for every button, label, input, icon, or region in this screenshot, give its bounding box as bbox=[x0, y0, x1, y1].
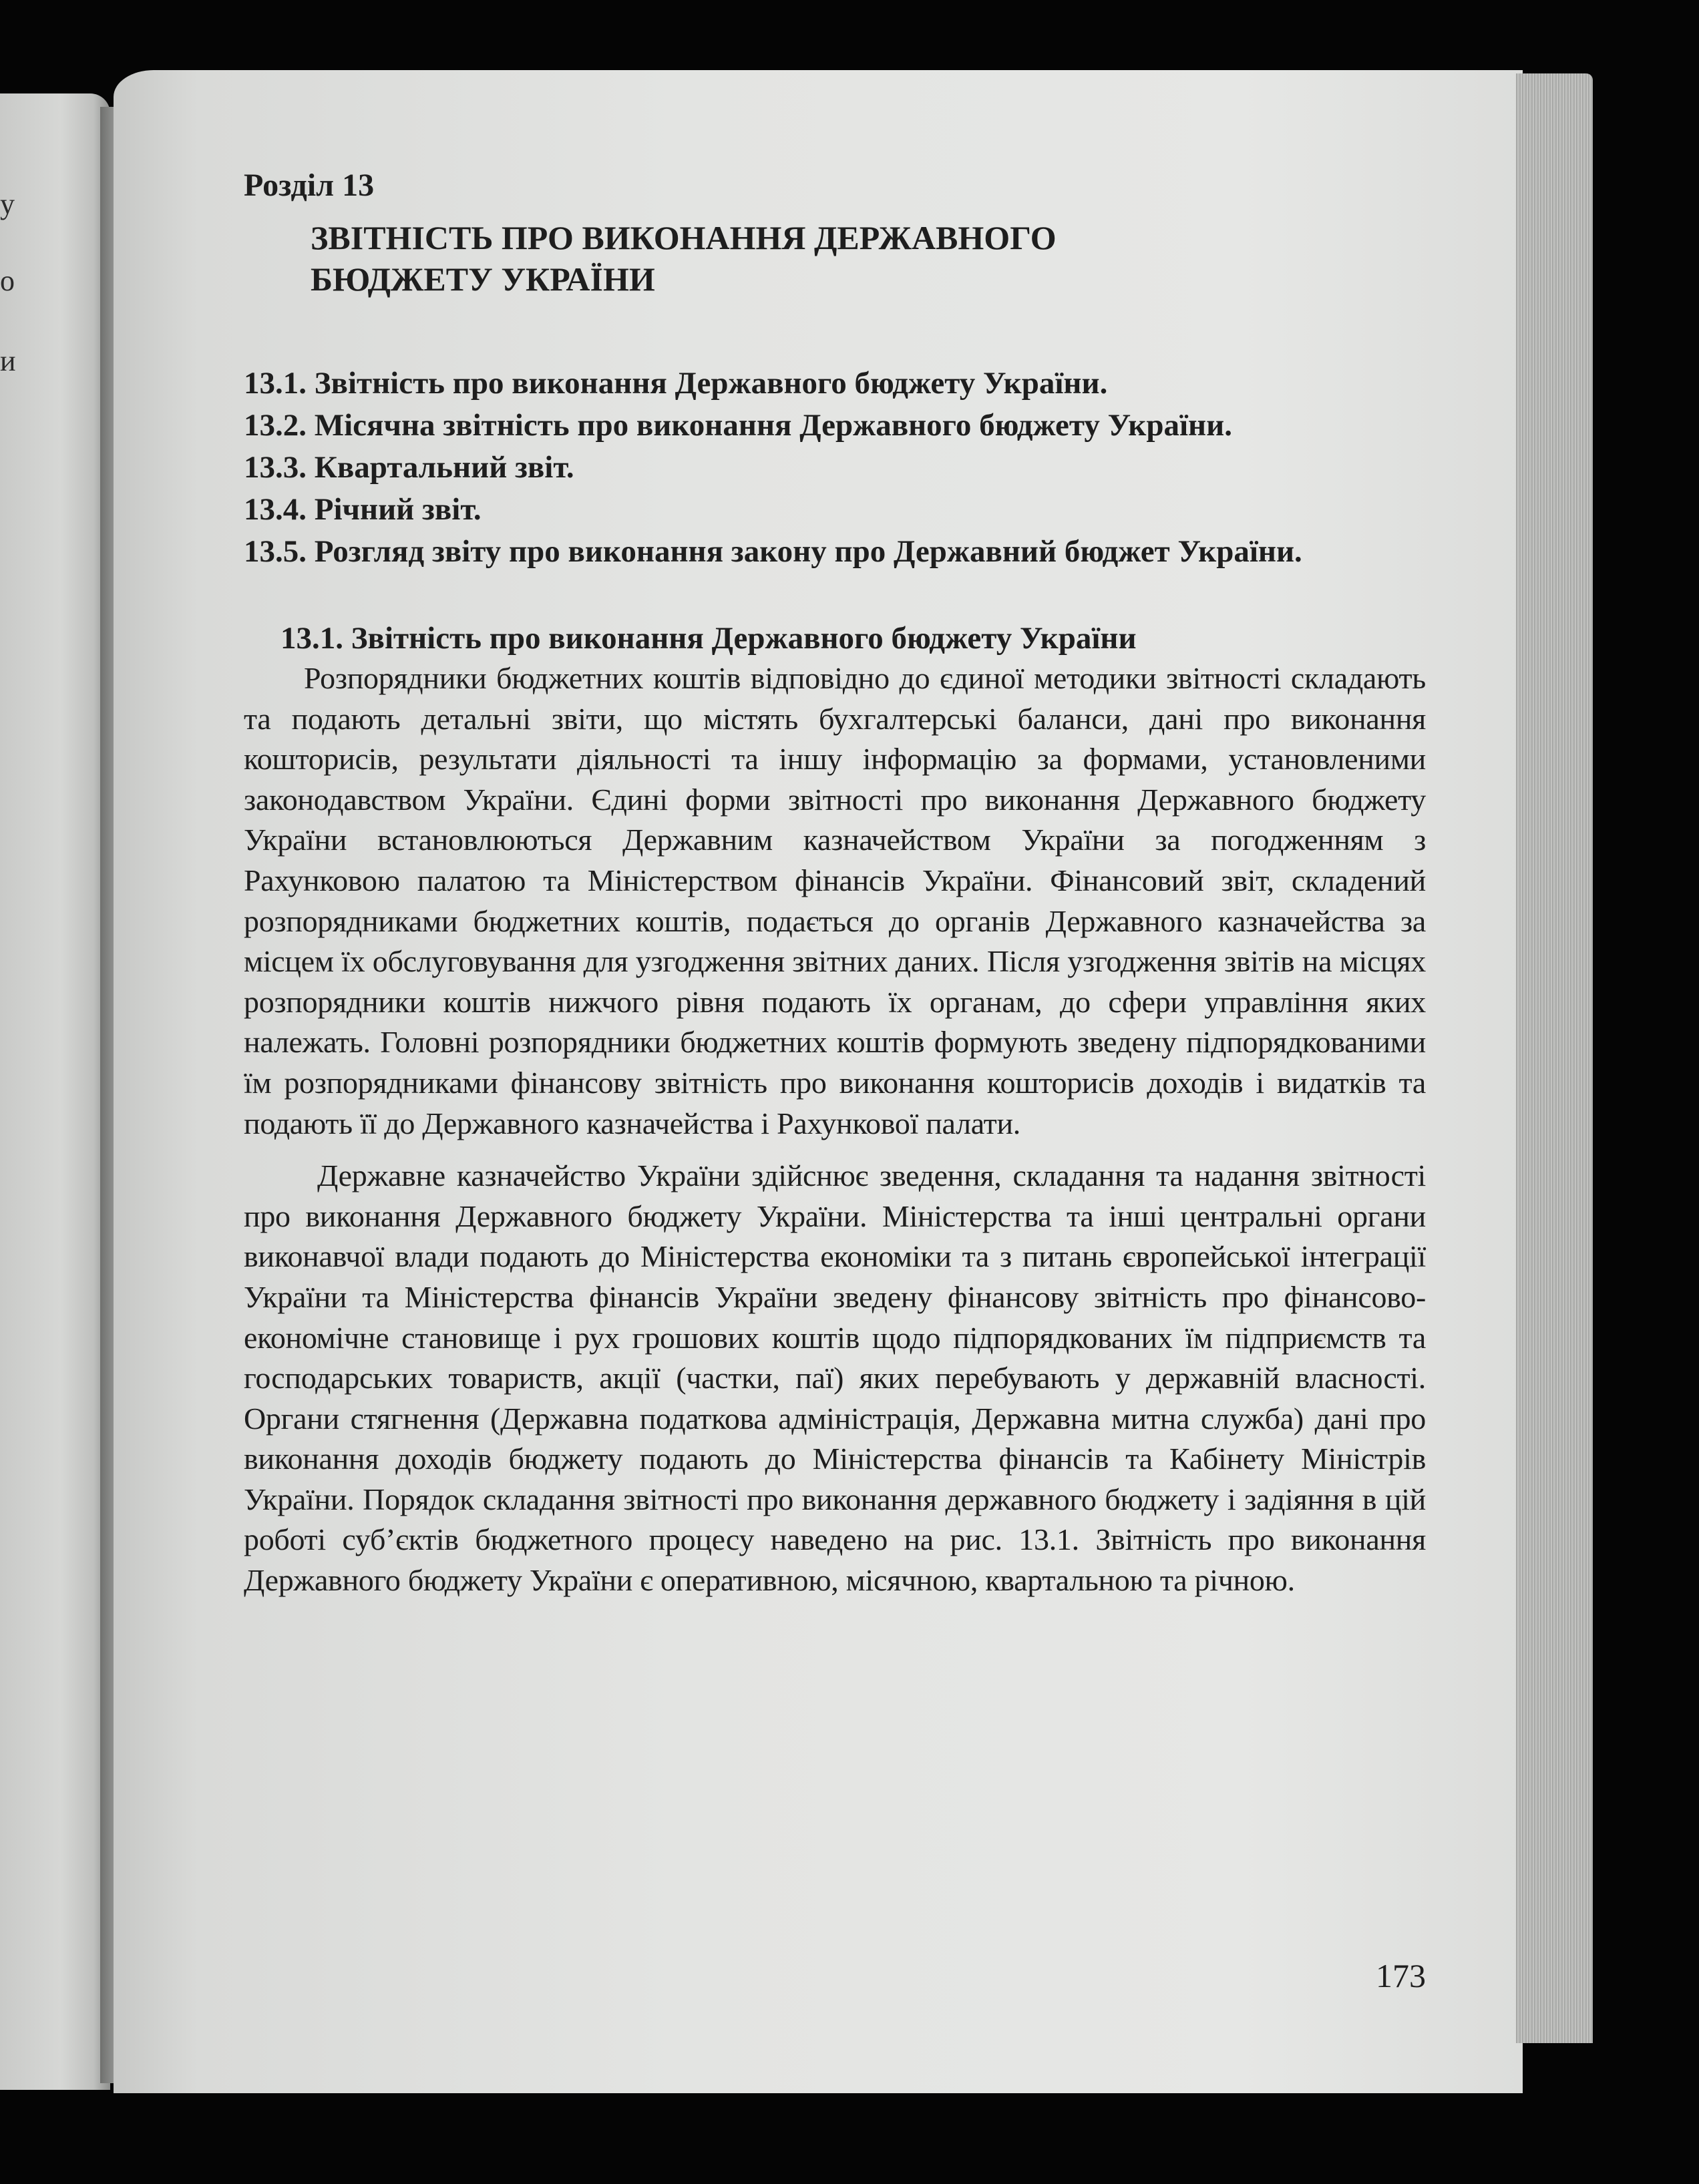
chapter-label: Розділ 13 bbox=[244, 168, 375, 203]
section-heading: 13.1. Звітність про виконання Державного бюджету України bbox=[280, 621, 1137, 656]
body-paragraph: Розпорядники бюджетних коштів відповідно до єдиної методики звітності складають та подають детальні звіти, що містять бухгалтерські баланси, дані про виконання кошторисів, результати діяльності та іншу інформацію за формами, установленими законодавством України. Єдині форми звітності про виконання Державного бюджету України встановлюються Державним казначейством України за погодженням з Рахунковою палатою та Міністерством фінансів України. Фінансовий звіт, складений розпорядниками бюджетних коштів, подається до органів Державного казначейства за місцем їх обслуговування для узгодження звітних даних. Після узгодження звітів на місцях розпорядники коштів нижчого рівня подають їх органам, до сфери управління яких належать. Головні розпорядники бюджетних коштів формують зведену підпорядкованими їм розпорядниками фінансову звітність про виконання кошторисів доходів і видатків та подають її до Державного казначейства і Рахункової палати. bbox=[244, 661, 1426, 1140]
page-number: 173 bbox=[1376, 1957, 1426, 1994]
left-page-fragment: и bbox=[0, 345, 16, 377]
left-page-fragment: о bbox=[0, 264, 15, 297]
contents-item: 13.4. Річний звіт. bbox=[244, 492, 482, 527]
chapter-title bbox=[311, 217, 1426, 300]
left-page-edge bbox=[0, 93, 110, 2090]
chapter-title-line: ЗВІТНІСТЬ ПРО ВИКОНАННЯ ДЕРЖАВНОГО bbox=[311, 219, 1057, 256]
contents-item: 13.3. Квартальний звіт. bbox=[244, 450, 574, 485]
left-page-fragment: у bbox=[0, 188, 15, 220]
contents-item: 13.1. Звітність про виконання Державного бюджету України. bbox=[244, 366, 1108, 401]
chapter-contents bbox=[244, 363, 1426, 572]
page-content bbox=[244, 167, 1426, 1601]
page-edges bbox=[1516, 73, 1593, 2043]
body-paragraph: Державне казначейство України здійснює зведення, складання та надання звітності про виконання Державного бюджету України. Міністерства та інші центральні органи виконавчої влади подають до Міністерства економіки та з питань європейської інтеграції України та Міністерства фінансів України зведену фінансову звітність про фінансово-економічне становище і рух грошових коштів щодо підпорядкованих їм підприємств та господарських товариств, акції (частки, паї) яких перебувають у державній власності. Органи стягнення (Державна податкова адміністрація, Державна митна служба) дані про виконання доходів бюджету подають до Міністерства фінансів та Кабінету Міністрів України. Порядок складання звітності про виконання державного бюджету і задіяння в цій роботі суб’єктів бюджетного процесу наведено на рис. 13.1. Звітність про виконання Державного бюджету України є оперативною, місячною, квартальною та річною. bbox=[244, 1158, 1426, 1598]
contents-item: 13.2. Місячна звітність про виконання Державного бюджету України. bbox=[244, 408, 1232, 443]
chapter-title-line: БЮДЖЕТУ УКРАЇНИ bbox=[311, 260, 655, 298]
contents-item: 13.5. Розгляд звіту про виконання закону про Державний бюджет України. bbox=[244, 534, 1302, 569]
